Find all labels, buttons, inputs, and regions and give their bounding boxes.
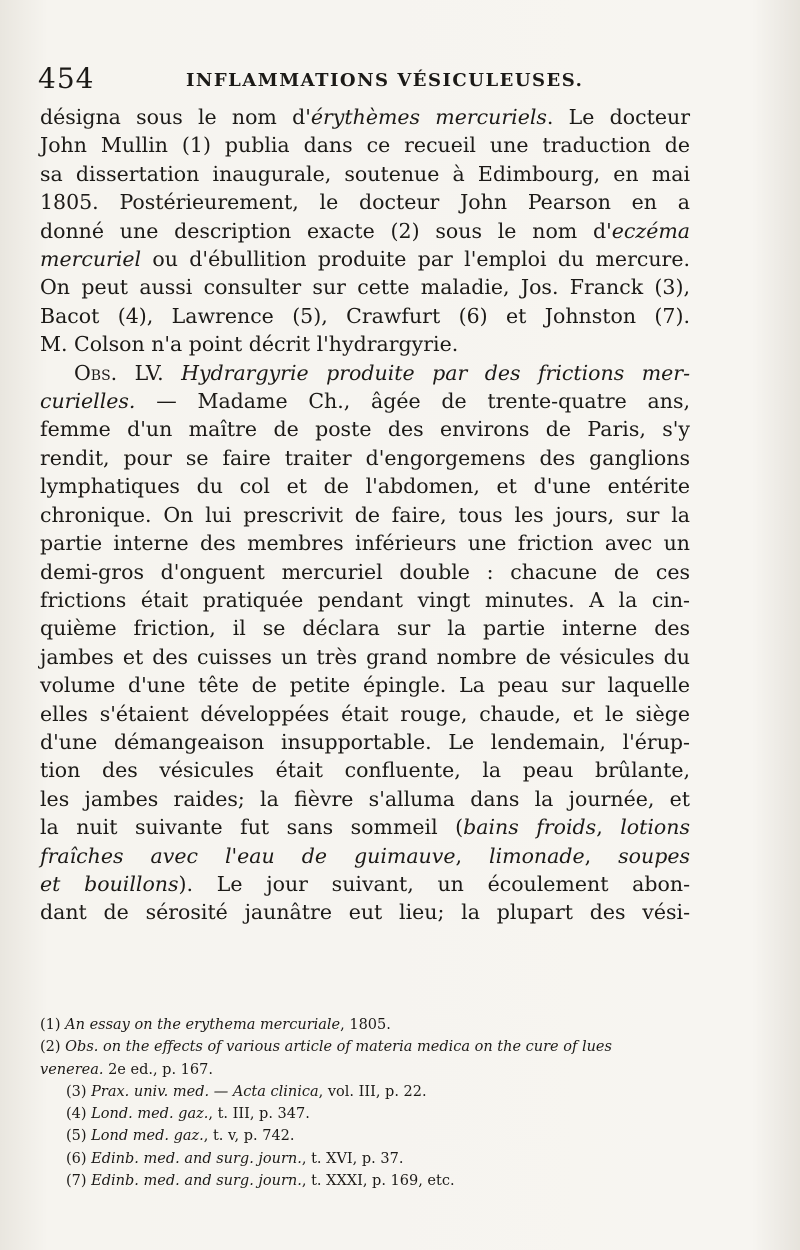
text-line: femme d'un maître de poste des environs de Paris, s'y	[40, 417, 690, 442]
text-line: tion des vésicules était confluente, la peau brûlante,	[40, 758, 690, 783]
text-line: 1805. Postérieurement, le docteur John Pearson en a	[40, 190, 690, 215]
text-line: lymphatiques du col et de l'abdomen, et d'une entérite	[40, 474, 690, 499]
text-line: On peut aussi consulter sur cette maladie, Jos. Franck (3),	[40, 275, 690, 300]
text-line: d'une démangeaison insupportable. Le lendemain, l'érup-	[40, 729, 690, 754]
footnote-3: (3) Prax. univ. med. — Acta clinica, vol. III, p. 22.	[66, 1083, 427, 1100]
footnote-7: (7) Edinb. med. and surg. journ., t. XXXI, p. 169, etc.	[66, 1173, 455, 1190]
footnote-5: (5) Lond med. gaz., t. v, p. 742.	[66, 1128, 295, 1145]
text-line: quième friction, il se déclara sur la partie interne des	[40, 616, 690, 641]
footnote-1: (1) An essay on the erythema mercuriale, 1805.	[40, 1017, 391, 1033]
text-line: demi-gros d'onguent mercuriel double : chacune de ces	[40, 559, 690, 584]
footnote-4: (4) Lond. med. gaz., t. III, p. 347.	[66, 1106, 310, 1123]
text-line: Bacot (4), Lawrence (5), Crawfurt (6) et Johnston (7).	[40, 303, 690, 328]
observation-label: Obs. LV.	[74, 360, 182, 385]
observation-heading-line	[40, 359, 690, 387]
running-head: INFLAMMATIONS VÉSICULEUSES.	[186, 70, 584, 91]
text-line: donné une description exacte (2) sous le nom d'eczéma	[40, 218, 690, 243]
text-line: la nuit suivante fut sans sommeil (bains froids, lotions	[40, 815, 690, 840]
text-line: désigna sous le nom d'érythèmes mercuriels. Le docteur	[40, 105, 690, 129]
page-header	[38, 62, 758, 102]
text-line: volume d'une tête de petite épingle. La peau sur laquelle	[40, 673, 690, 698]
text-line: jambes et des cuisses un très grand nombre de vésicules du	[40, 644, 690, 669]
text-line: dant de sérosité jaunâtre eut lieu; la plupart des vési-	[40, 900, 690, 925]
text-line: et bouillons). Le jour suivant, un écoulement abon-	[40, 871, 690, 896]
text-line: curielles. — Madame Ch., âgée de trente-quatre ans,	[40, 389, 690, 414]
text-line: frictions était pratiquée pendant vingt minutes. A la cin-	[40, 587, 690, 612]
text-line: M. Colson n'a point décrit l'hydrargyrie.	[40, 332, 459, 357]
text-line: chronique. On lui prescrivit de faire, tous les jours, sur la	[40, 502, 690, 527]
text-line: rendit, pour se faire traiter d'engorgemens des ganglions	[40, 445, 690, 470]
text-line: partie interne des membres inférieurs une friction avec un	[40, 531, 690, 556]
text-line: John Mullin (1) publia dans ce recueil une traduction de	[40, 133, 690, 158]
footnote-2: (2) Obs. on the effects of various article of materia medica on the cure of lues	[40, 1039, 612, 1056]
page-number: 454	[38, 62, 95, 95]
text-line: sa dissertation inaugurale, soutenue à Edimbourg, en mai	[40, 161, 690, 186]
text-line: elles s'étaient développées était rouge, chaude, et le siège	[40, 701, 690, 726]
text-line: les jambes raides; la fièvre s'alluma dans la journée, et	[40, 786, 690, 811]
footnotes	[40, 1014, 690, 1192]
observation-title: Hydrargyrie produite par des frictions mer-	[181, 360, 690, 385]
footnote-6: (6) Edinb. med. and surg. journ., t. XVI, p. 37.	[66, 1150, 404, 1167]
text-line: fraîches avec l'eau de guimauve, limonade, soupes	[40, 843, 690, 868]
text-line: mercuriel ou d'ébullition produite par l'emploi du mercure.	[40, 247, 690, 272]
body-text	[40, 103, 690, 927]
footnote-2-continuation: venerea. 2e ed., p. 167.	[40, 1061, 213, 1078]
